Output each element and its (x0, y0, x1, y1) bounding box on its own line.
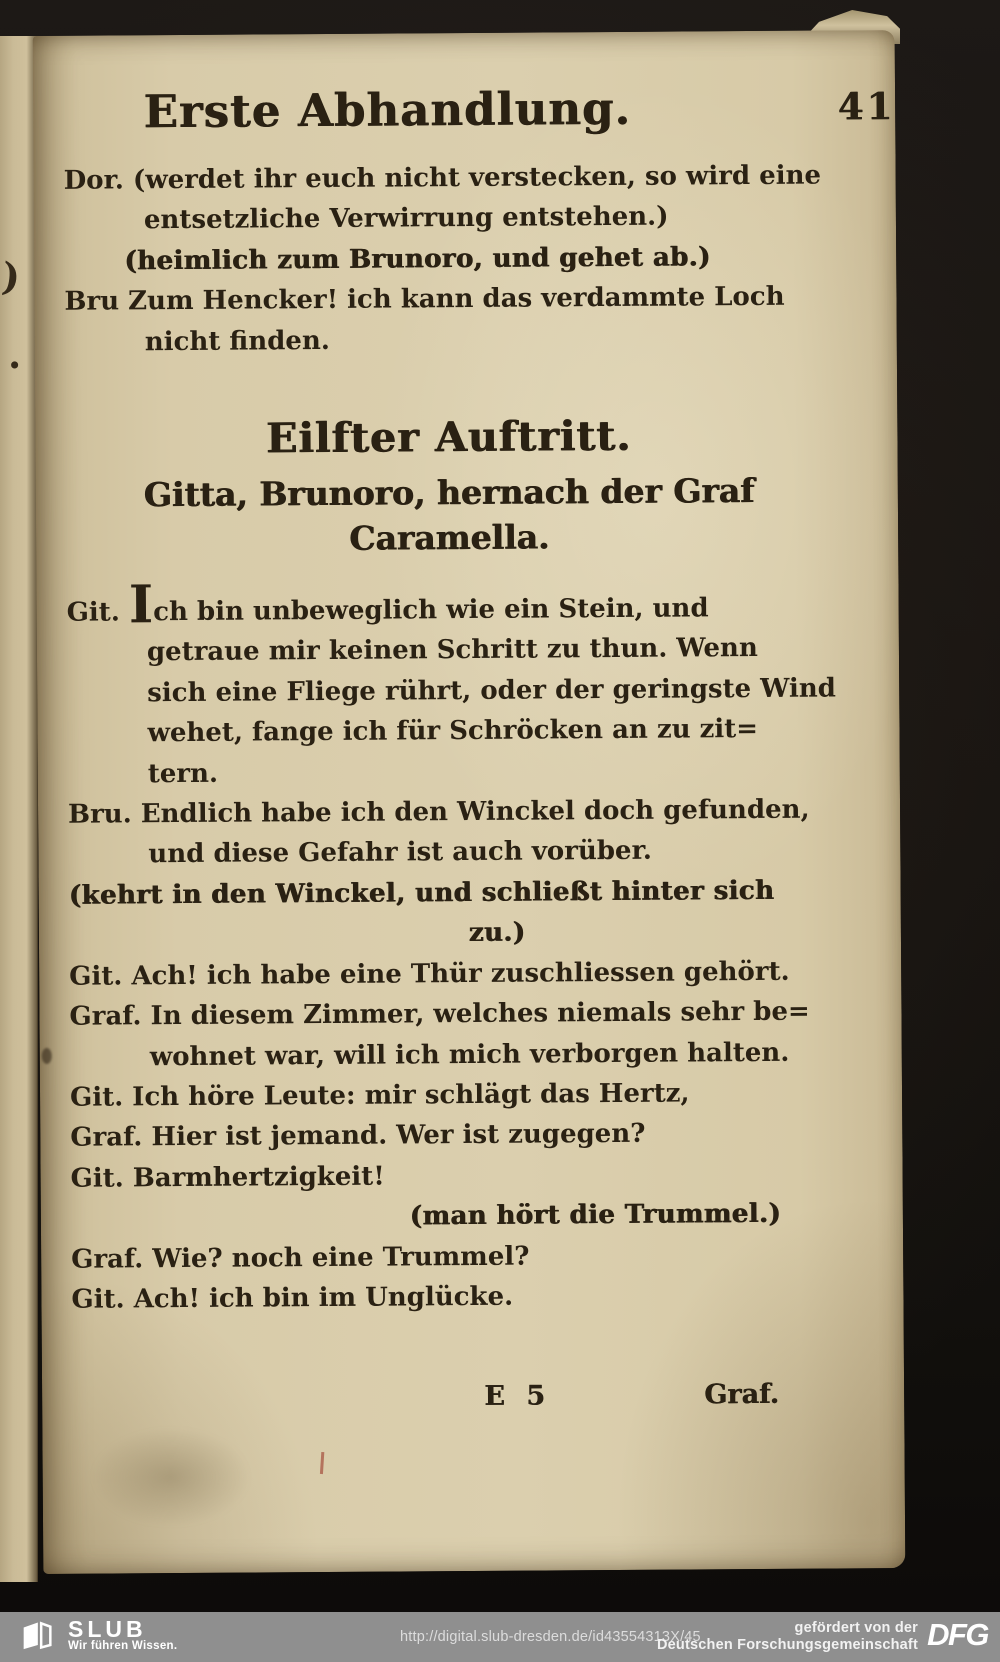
ink-blot (42, 1048, 52, 1064)
text-line: sich eine Fliege rührt, oder der geringste Wind (147, 673, 836, 709)
text-line: wehet, fange ich für Schröcken an zu zit= (147, 714, 759, 749)
page-number: 41 (837, 84, 896, 129)
book-page (33, 30, 906, 1574)
facing-page-mark: ) (0, 253, 23, 300)
text-line: wohnet war, will ich mich verborgen halten. (149, 1037, 790, 1072)
facing-page-mark: . (8, 332, 22, 377)
funding-credit (657, 1620, 918, 1654)
slub-logo (20, 1618, 177, 1653)
text-line: Git. Barmhertzigkeit! (70, 1161, 385, 1194)
text-line: (kehrt in den Winckel, und schließt hinter sich (68, 875, 775, 911)
text-line: und diese Gefahr ist auch vorüber. (148, 836, 652, 870)
slub-tagline: Wir führen Wissen. (68, 1640, 178, 1652)
page-header (63, 80, 896, 139)
text-line: nicht finden. (144, 325, 330, 357)
signature-row (72, 1379, 838, 1426)
text-line: entsetzliche Verwirrung entstehen.) (143, 201, 669, 236)
text-line: Git. Ich höre Leute: mir schlägt das Hertz, (69, 1078, 690, 1113)
text-line: Dor. (werdet ihr euch nicht verstecken, so wird eine (63, 160, 822, 196)
page-lines (64, 155, 838, 1320)
page-content (63, 30, 896, 1573)
text-line: Caramella. (348, 517, 550, 558)
dfg-logo: DFG (927, 1617, 988, 1652)
signature-mark: E 5 (484, 1380, 552, 1413)
text-line: Gitta, Brunoro, hernach der Graf (143, 471, 755, 515)
text-line: Graf. Hier ist jemand. Wer ist zugegen? (70, 1119, 646, 1154)
slub-wordmark (68, 1618, 177, 1653)
text-line: (man hört die Trummel.) (409, 1198, 781, 1232)
text-line: (heimlich zum Brunoro, und gehet ab.) (124, 242, 711, 277)
text-line: Graf. Wie? noch eine Trummel? (71, 1241, 530, 1275)
decorated-initial: I (128, 574, 154, 636)
text-line: Graf. In diesem Zimmer, welches niemals sehr be= (69, 996, 810, 1032)
running-title: Erste Abhandlung. (143, 81, 632, 139)
text-line: Git. Ach! ich habe eine Thür zuschliessen gehört. (69, 956, 790, 992)
text-line: Git. Ach! ich bin im Unglücke. (71, 1281, 514, 1315)
funding-line2: Deutschen Forschungsgemeinschaft (656, 1637, 918, 1653)
source-url: http://digital.slub-dresden.de/id43554313X/45 (400, 1629, 701, 1645)
footer-bar (0, 1612, 1000, 1662)
text-line: Git. Ich bin unbeweglich wie ein Stein, und (66, 574, 709, 636)
text-line: Eilfter Auftritt. (265, 411, 632, 463)
text-line: Bru. Endlich habe ich den Winckel doch gefunden, (67, 794, 810, 830)
facing-page-edge (0, 36, 38, 1582)
text-line: getraue mir keinen Schritt zu thun. Wenn (146, 633, 758, 668)
funding-line1: gefördert von der (794, 1620, 918, 1636)
open-book-icon (20, 1620, 54, 1650)
catchword: Graf. (704, 1379, 780, 1411)
text-line: tern. (147, 758, 219, 789)
slub-name: SLUB (68, 1616, 147, 1642)
text-line: Bru Zum Hencker! ich kann das verdammte Loch (64, 282, 785, 318)
text-line: zu.) (468, 917, 526, 949)
